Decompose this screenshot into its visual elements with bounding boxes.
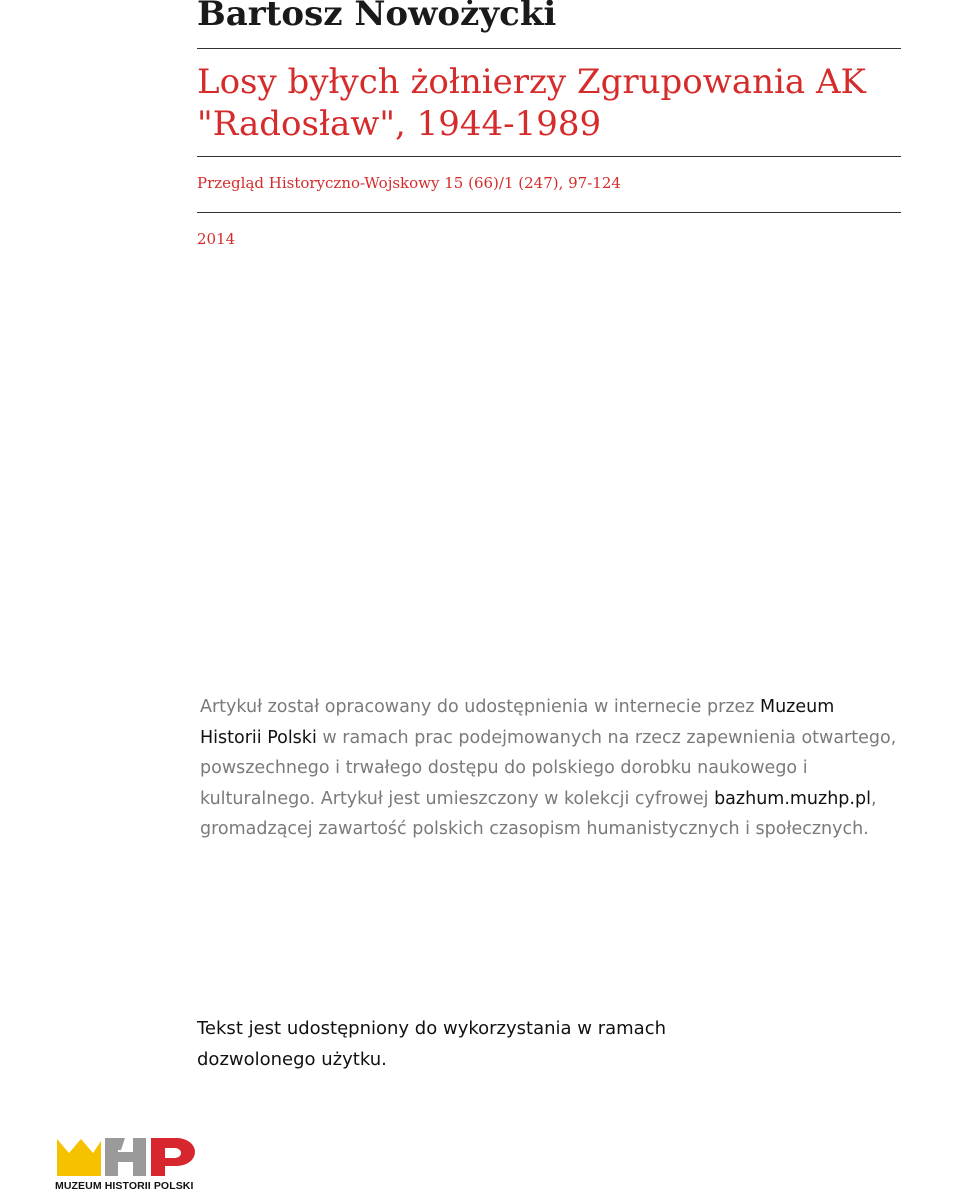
muzeum-historii-polski-logo (55, 1136, 205, 1196)
p-shape (151, 1138, 195, 1176)
publication-info (200, 692, 900, 845)
info-text: Artykuł został opracowany do udostępnienia w internecie przez (200, 697, 760, 717)
author-name: Bartosz Nowożycki (197, 0, 557, 34)
institution-name: Muzeum Historii Polski (200, 697, 835, 748)
museum-logo-icon (55, 1136, 205, 1178)
divider (197, 156, 901, 157)
crown-shape (57, 1139, 101, 1176)
divider (197, 48, 901, 49)
collection-link[interactable]: bazhum.muzhp.pl (714, 788, 871, 809)
logo-text: MUZEUM HISTORII POLSKI (55, 1180, 194, 1192)
article-title: Losy byłych żołnierzy Zgrupowania AK "Radosław", 1944-1989 (197, 62, 866, 144)
usage-notice: Tekst jest udostępniony do wykorzystania w ramach dozwolonego użytku. (197, 1018, 667, 1070)
divider (197, 212, 901, 213)
publication-year: 2014 (197, 230, 236, 248)
journal-citation: Przegląd Historyczno-Wojskowy 15 (66)/1 (247), 97-124 (197, 174, 621, 192)
h-shape (105, 1138, 146, 1176)
info-text: w ramach prac podejmowanych na rzecz zapewnienia otwartego, powszechnego i trwałego dostępu do polskiego dorobku naukowego i kulturalnego. Artykuł jest umieszczony w kolekcji cyfrowej (200, 727, 897, 809)
info-text: , gromadzącej zawartość polskich czasopism humanistycznych i społecznych. (200, 788, 877, 839)
